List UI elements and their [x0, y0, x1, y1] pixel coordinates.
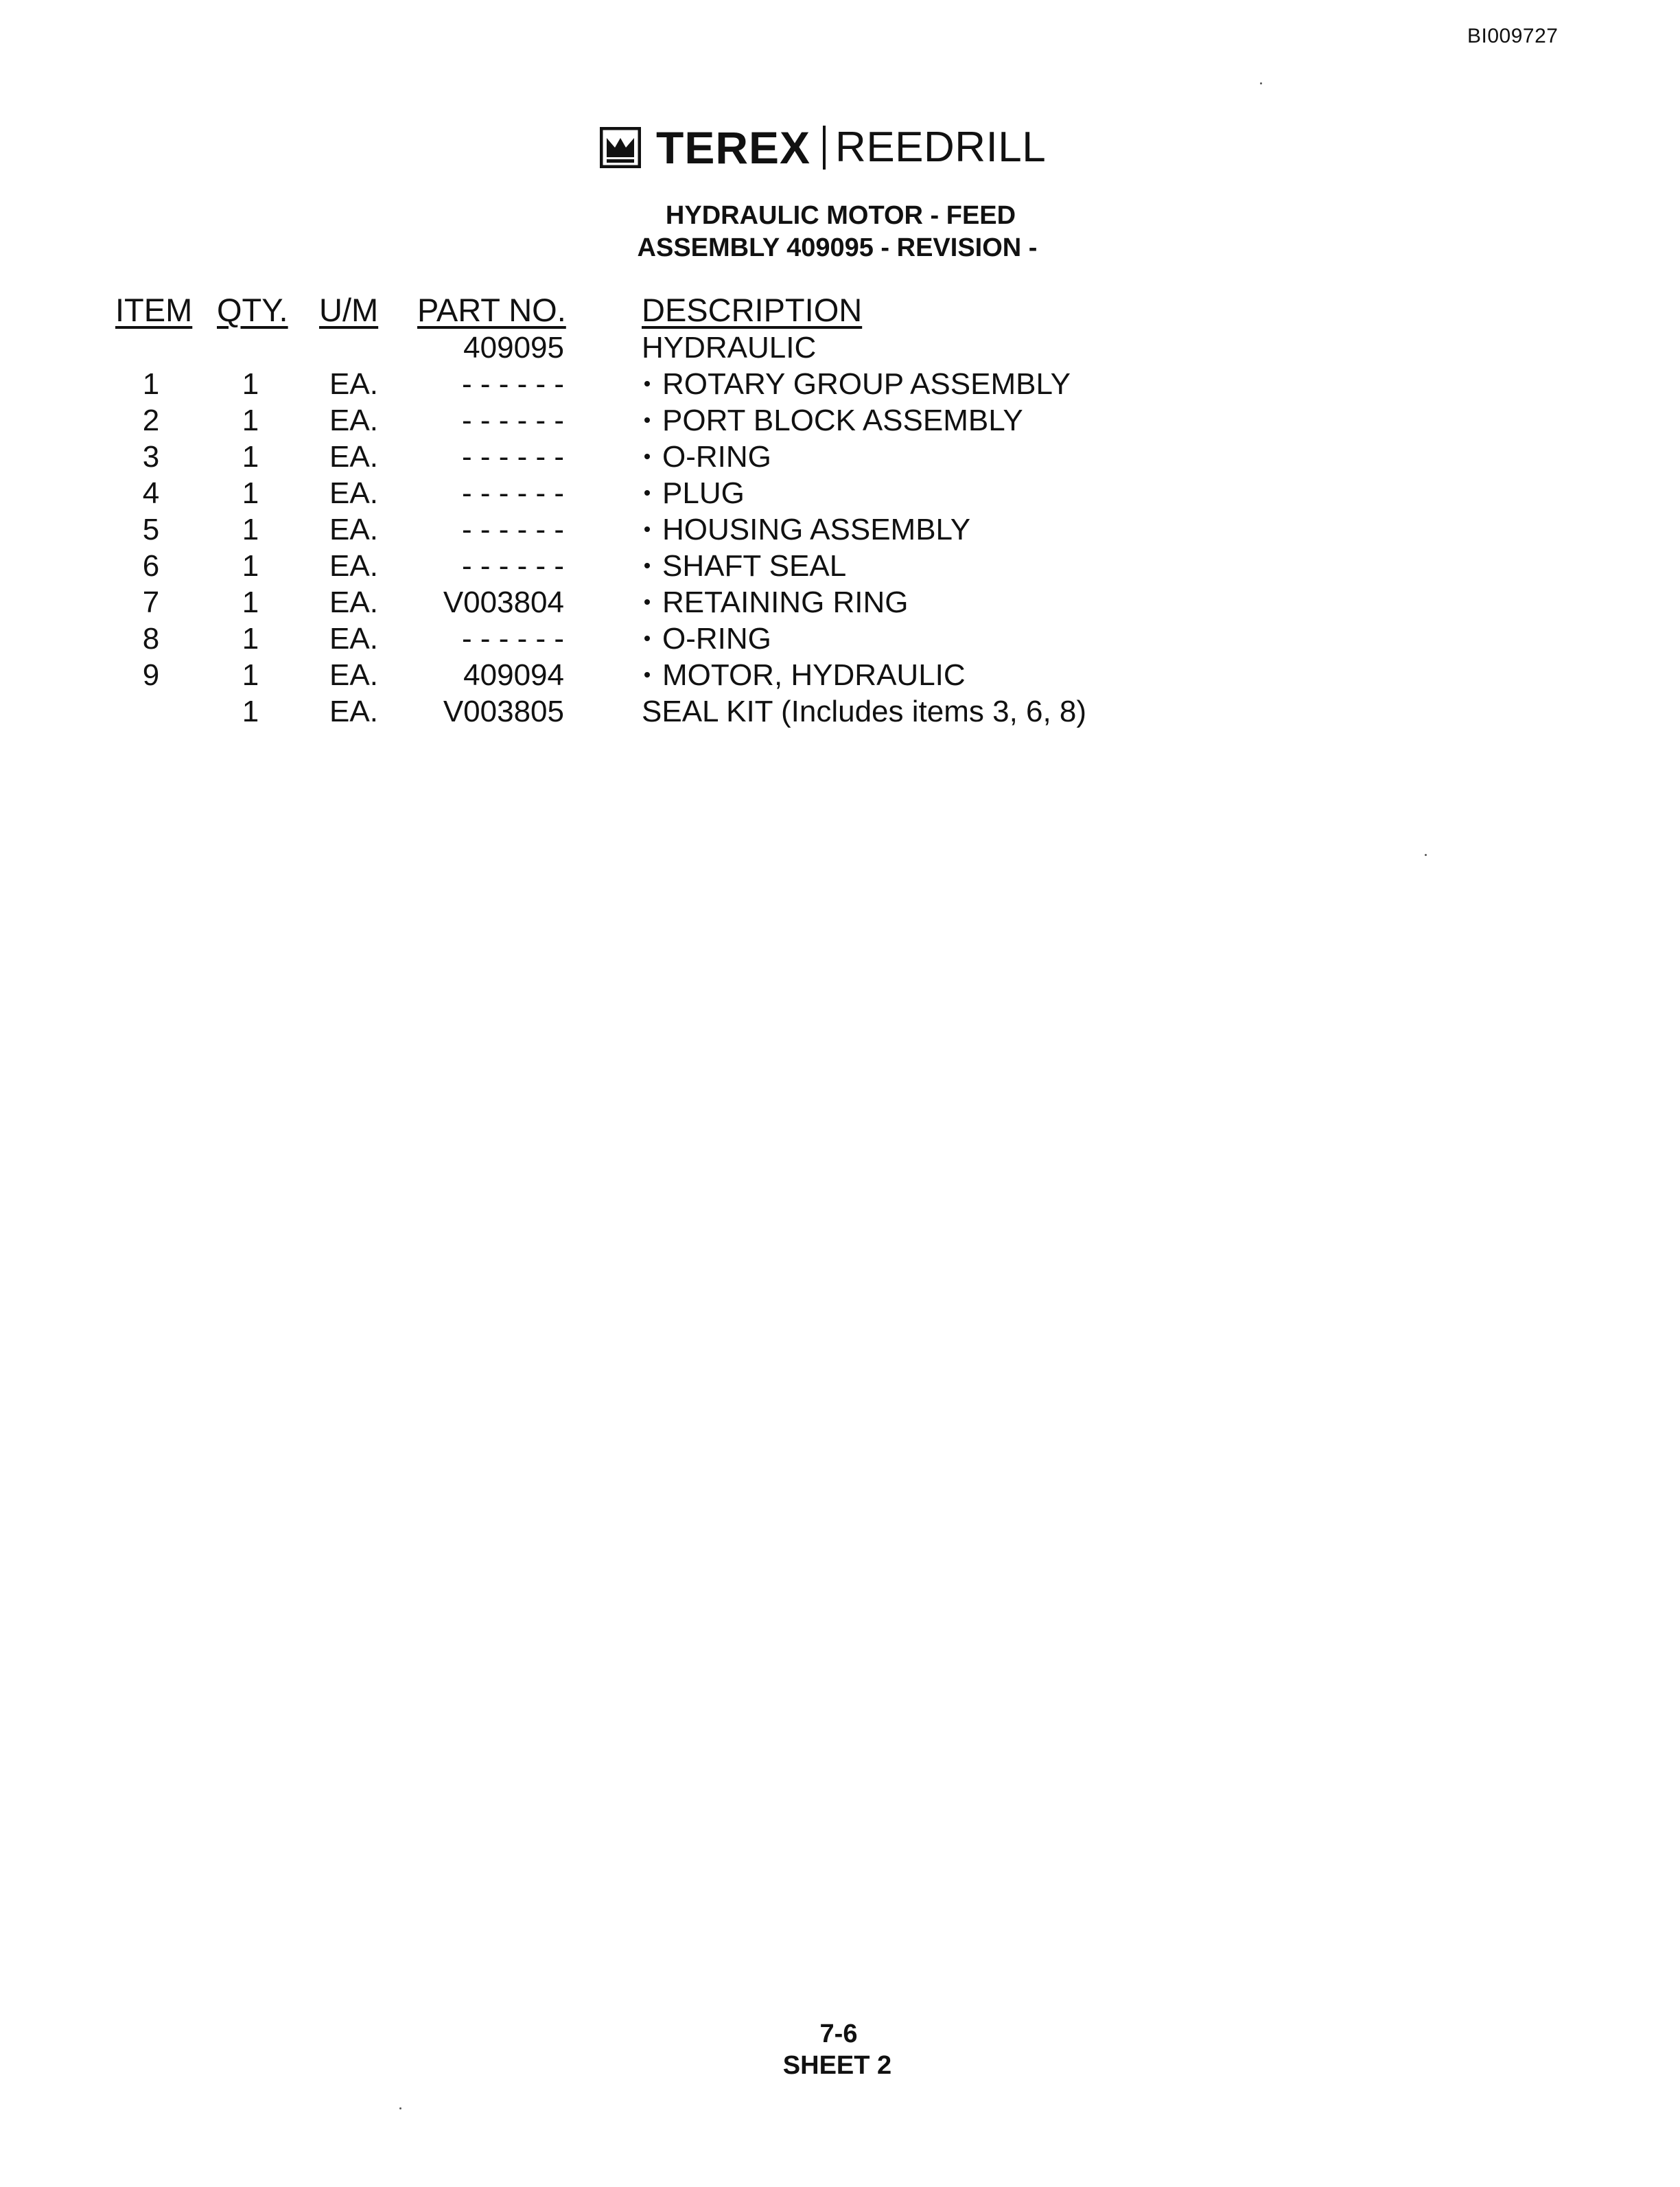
table-row — [0, 329, 1680, 366]
table-row — [0, 657, 1680, 693]
qty-cell: 1 — [242, 513, 259, 546]
table-row — [0, 402, 1680, 439]
header-item: ITEM — [115, 292, 193, 328]
description-cell — [642, 693, 1086, 730]
bullet-icon — [644, 563, 650, 568]
description-text: HOUSING ASSEMBLY — [662, 513, 971, 546]
bullet-icon — [644, 417, 650, 423]
part-no-cell: - - - - - - — [461, 476, 564, 510]
assembly-subtitle: ASSEMBLY 409095 - REVISION - — [637, 233, 1038, 262]
qty-cell: 1 — [242, 622, 259, 656]
um-cell: EA. — [329, 513, 378, 546]
qty-cell: 1 — [242, 586, 259, 619]
description-text: ROTARY GROUP ASSEMBLY — [662, 367, 1071, 401]
part-no-cell: - - - - - - — [461, 367, 564, 401]
description-text: SEAL KIT (Includes items 3, 6, 8) — [642, 695, 1087, 728]
bullet-icon — [644, 636, 650, 641]
brand-name: TEREX — [656, 122, 811, 173]
header-part-no: PART NO. — [417, 292, 566, 328]
description-cell — [642, 475, 745, 511]
item-cell: 6 — [142, 549, 160, 583]
scan-speck — [399, 2107, 401, 2109]
um-cell: EA. — [329, 549, 378, 583]
brand-divider — [823, 126, 826, 170]
brand-subname: REEDRILL — [835, 124, 1047, 171]
table-row — [0, 366, 1680, 402]
description-cell — [642, 511, 970, 548]
table-row — [0, 693, 1680, 730]
description-cell — [642, 329, 816, 366]
qty-cell: 1 — [242, 695, 259, 728]
description-cell — [642, 402, 1023, 439]
bullet-icon — [644, 672, 650, 678]
table-row — [0, 511, 1680, 548]
qty-cell: 1 — [242, 404, 259, 437]
part-no-cell: V003805 — [443, 695, 564, 728]
item-cell: 2 — [142, 404, 160, 437]
document-title: HYDRAULIC MOTOR - FEED — [665, 201, 1016, 230]
bullet-icon — [644, 526, 650, 532]
item-cell: 9 — [142, 658, 160, 692]
bullet-icon — [644, 381, 650, 386]
qty-cell: 1 — [242, 658, 259, 692]
part-no-cell: V003804 — [443, 586, 564, 619]
brand-header — [600, 122, 1046, 173]
table-row — [0, 621, 1680, 657]
sheet-label: SHEET 2 — [782, 2051, 892, 2080]
um-cell: EA. — [329, 404, 378, 437]
um-cell: EA. — [329, 476, 378, 510]
um-cell: EA. — [329, 367, 378, 401]
table-row — [0, 475, 1680, 511]
part-no-cell: - - - - - - — [461, 549, 564, 583]
parts-table — [0, 291, 1680, 730]
description-text: PLUG — [662, 476, 745, 510]
part-no-cell: - - - - - - — [461, 513, 564, 546]
page-number: 7-6 — [819, 2020, 858, 2048]
item-cell: 7 — [142, 586, 160, 619]
table-row — [0, 548, 1680, 584]
table-row — [0, 439, 1680, 475]
scan-speck — [1425, 854, 1427, 856]
um-cell: EA. — [329, 586, 378, 619]
description-cell — [642, 657, 966, 693]
bullet-icon — [644, 454, 650, 459]
qty-cell: 1 — [242, 549, 259, 583]
item-cell: 5 — [142, 513, 160, 546]
description-cell — [642, 621, 771, 657]
item-cell: 8 — [142, 622, 160, 656]
description-cell — [642, 439, 771, 475]
qty-cell: 1 — [242, 440, 259, 474]
part-no-cell: 409095 — [463, 331, 564, 364]
description-text: HYDRAULIC — [642, 331, 817, 364]
header-description: DESCRIPTION — [642, 292, 863, 328]
bullet-icon — [644, 599, 650, 605]
description-text: O-RING — [662, 440, 771, 474]
parts-table-header — [0, 291, 1680, 329]
part-no-cell: - - - - - - — [461, 622, 564, 656]
terex-crown-logo-icon — [600, 127, 641, 168]
description-cell — [642, 548, 846, 584]
description-text: SHAFT SEAL — [662, 549, 847, 583]
item-cell: 1 — [142, 367, 160, 401]
um-cell: EA. — [329, 658, 378, 692]
description-cell — [642, 366, 1071, 402]
document-id: BI009727 — [1467, 25, 1559, 47]
description-text: PORT BLOCK ASSEMBLY — [662, 404, 1023, 437]
part-no-cell: - - - - - - — [461, 404, 564, 437]
um-cell: EA. — [329, 695, 378, 728]
description-text: MOTOR, HYDRAULIC — [662, 658, 966, 692]
scan-speck — [1260, 82, 1262, 84]
description-text: O-RING — [662, 622, 771, 656]
header-um: U/M — [319, 292, 379, 328]
qty-cell: 1 — [242, 476, 259, 510]
part-no-cell: 409094 — [463, 658, 564, 692]
description-cell — [642, 584, 909, 621]
um-cell: EA. — [329, 440, 378, 474]
item-cell: 3 — [142, 440, 160, 474]
um-cell: EA. — [329, 622, 378, 656]
bullet-icon — [644, 490, 650, 496]
table-row — [0, 584, 1680, 621]
header-qty: QTY. — [217, 292, 288, 328]
parts-table-body — [0, 329, 1680, 730]
item-cell: 4 — [142, 476, 160, 510]
description-text: RETAINING RING — [662, 586, 909, 619]
qty-cell: 1 — [242, 367, 259, 401]
part-no-cell: - - - - - - — [461, 440, 564, 474]
